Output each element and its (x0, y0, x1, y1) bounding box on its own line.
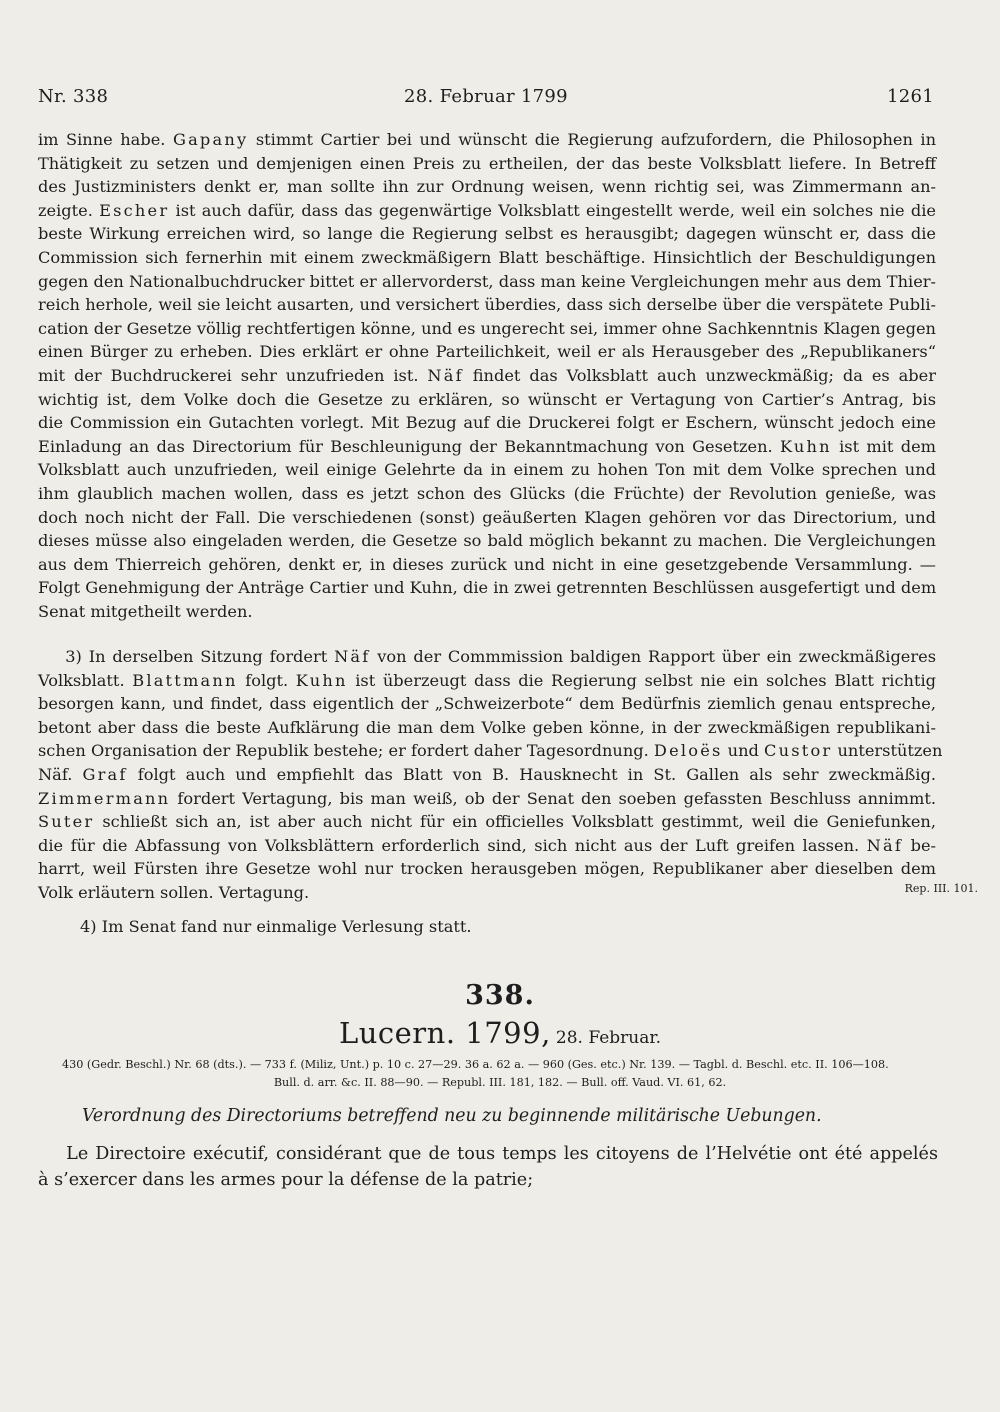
text-line (38, 364, 936, 388)
speaker-name: Näf (334, 647, 371, 666)
text-segment: Volksblatt. (38, 670, 133, 690)
text-segment: ist mit dem (831, 436, 936, 456)
speaker-name: Zimmermann (38, 788, 171, 808)
text-line (38, 506, 936, 530)
text-segment: fordert Vertagung, bis man weiß, ob der Senat den soeben gefassten Beschluss annimmt. (170, 788, 936, 808)
text-line (38, 199, 936, 223)
text-segment: ist überzeugt dass die Regierung selbst nie ein solches Blatt richtig (347, 670, 937, 690)
reference-note: Rep. III. 101. (904, 882, 978, 895)
footnote-4: 4) Im Senat fand nur einmalige Verlesung statt. (80, 917, 472, 936)
speaker-name: Deloës (653, 741, 723, 761)
speaker-name: Blattmann (132, 670, 238, 690)
speaker-name: Custor (764, 741, 833, 761)
date: 28. Februar. (555, 1028, 662, 1048)
text-line (38, 152, 936, 176)
text-segment: ist auch dafür, dass das gegenwärtige Volksblatt eingestellt werde, weil ein solches nie die (169, 200, 936, 220)
text-segment: Einladung an das Directorium für Beschleunigung der Bekanntmachung von Gesetzen. (38, 436, 780, 456)
text-line (38, 246, 936, 270)
text-line (38, 857, 936, 881)
text-segment: Commission sich fernerhin mit einem zweckmäßigern Blatt beschäftige. Hinsichtlich der Beschuldigungen (38, 247, 936, 267)
text-segment: im Sinne habe. (38, 130, 173, 149)
text-segment: schen Organisation der Republik bestehe; er fordert daher Tagesordnung. (38, 741, 654, 761)
text-line (38, 317, 936, 341)
text-line (38, 787, 936, 811)
text-line (38, 881, 936, 905)
text-line (38, 529, 936, 553)
text-segment: stimmt Cartier bei und wünscht die Regierung aufzufordern, die Philosophen in (248, 130, 936, 149)
date-header: 28. Februar 1799 (404, 86, 568, 107)
speaker-name: Kuhn (779, 436, 832, 456)
text-segment: zeigte. (38, 200, 100, 220)
text-segment: besorgen kann, und findet, dass eigentlich der „Schweizerbote“ dem Bedürfnis ziemlich genau entspreche, (38, 694, 936, 714)
paragraph-continuation (38, 128, 936, 623)
speaker-name: Escher (99, 200, 170, 220)
text-segment: reich herhole, weil sie leicht ausarten, und versichert überdies, dass sich derselbe über die verspätete Publi- (38, 295, 936, 315)
text-segment: einen Bürger zu erheben. Dies erklärt er ohne Parteilichkeit, weil er als Herausgeber des „Republikaners“ (38, 342, 936, 362)
document-subtitle: Verordnung des Directoriums betreffend neu zu beginnende militärische Uebungen. (82, 1106, 822, 1126)
text-segment: findet das Volksblatt auch unzweckmäßig; da es aber (463, 365, 936, 385)
source-line-2: Bull. d. arr. &c. II. 88—90. — Republ. III. 181, 182. — Bull. off. Vaud. VI. 61, 62. (273, 1075, 727, 1089)
text-line (38, 645, 936, 669)
text-line (38, 128, 936, 152)
text-segment: dieses müsse also eingeladen werden, die Gesetze so bald möglich bekannt zu machen. Die Vergleichungen (38, 531, 936, 551)
speaker-name: Kuhn (295, 670, 348, 690)
text-line (38, 482, 936, 506)
text-segment: Näf. (38, 764, 83, 784)
text-line (38, 458, 936, 482)
text-segment: mit der Buchdruckerei sehr unzufrieden ist. (38, 365, 428, 385)
text-line (38, 669, 936, 693)
text-line (38, 1141, 938, 1167)
text-line (38, 600, 936, 624)
text-segment: beste Wirkung erreichen wird, so lange die Regierung selbst es herausgibt; dagegen wünscht er, dass die (38, 224, 936, 244)
text-line (38, 739, 943, 763)
text-segment: aus dem Thierreich gehören, denkt er, in dieses zurück und nicht in eine gesetzgebende Versammlung. — (38, 554, 936, 574)
place-year: Lucern. 1799, (338, 1016, 551, 1050)
document-number-heading: 338. (465, 980, 535, 1011)
text-segment: ihm glaublich machen wollen, dass es jetzt schon des Glücks (die Früchte) der Revolution genieße, was (38, 483, 936, 503)
speaker-name: Gapany (172, 130, 249, 149)
text-segment: betont aber dass die beste Aufklärung die man dem Volke geben könne, in der zweckmäßigen republikani- (38, 717, 936, 737)
text-segment: Volk erläutern sollen. Vertagung. (38, 882, 310, 902)
text-segment: be- (903, 835, 937, 855)
text-line (38, 1167, 938, 1193)
text-segment: die für die Abfassung von Volksblättern erforderlich sind, sich nicht aus der Luft greifen lassen. (38, 835, 867, 855)
text-segment: von der Commmission baldigen Rapport über ein zweckmäßigeres (370, 647, 937, 666)
text-line (38, 834, 936, 858)
speaker-name: Graf (82, 764, 128, 784)
text-segment: Volksblatt auch unzufrieden, weil einige Gelehrte da in einem zu hohen Ton mit dem Volke sprechen und (38, 460, 936, 480)
text-line (38, 692, 936, 716)
document-number-header: Nr. 338 (38, 86, 109, 107)
text-segment: 3) In derselben Sitzung fordert (38, 647, 335, 666)
text-segment: cation der Gesetze völlig rechtfertigen könne, und es ungerecht sei, immer ohne Sachkenntnis Klagen gegen (38, 318, 936, 338)
text-line (38, 810, 936, 834)
french-text (38, 1141, 938, 1193)
text-segment: Folgt Genehmigung der Anträge Cartier und Kuhn, die in zwei getrennten Beschlüssen ausgefertigt und dem (38, 578, 937, 598)
text-line (38, 716, 936, 740)
text-line (38, 763, 936, 787)
text-segment: à s’exercer dans les armes pour la défense de la patrie; (38, 1170, 534, 1190)
text-segment: die Commission ein Gutachten vorlegt. Mit Bezug auf die Druckerei folgt er Eschern, wünscht jedoch eine (38, 413, 936, 433)
text-segment: des Justizministers denkt er, man sollte ihn zur Ordnung weisen, wenn richtig sei, was Zimmermann an- (38, 177, 936, 197)
text-line (38, 435, 936, 459)
place-date-heading (0, 1016, 1000, 1050)
text-segment: harrt, weil Fürsten ihre Gesetze wohl nur trocken herausgeben mögen, Republikaner aber dieselben dem (38, 859, 936, 879)
text-line (38, 175, 936, 199)
text-segment: Senat mitgetheilt werden. (38, 601, 253, 621)
text-segment: unterstützen (832, 741, 943, 761)
text-line (38, 553, 936, 577)
source-references (62, 1056, 938, 1091)
text-line (38, 222, 936, 246)
speaker-name: Näf (427, 365, 464, 385)
text-line (38, 411, 936, 435)
speaker-name: Näf (866, 835, 904, 855)
source-line-1: 430 (Gedr. Beschl.) Nr. 68 (dts.). — 733 f. (Miliz, Unt.) p. 10 c. 27—29. 36 a. 62 a. — 960 (Ges. etc.) Nr. 139. — Tagbl. d. Beschl. etc. II. 106—108. (62, 1058, 889, 1071)
text-line (38, 293, 936, 317)
text-segment: Thätigkeit zu setzen und demjenigen einen Preis zu ertheilen, der das beste Volksblatt liefere. In Betreff (38, 153, 936, 173)
text-segment: Le Directoire exécutif, considérant que de tous temps les citoyens de l’Helvétie ont été appelés (38, 1144, 938, 1164)
text-segment: folgt auch und empfiehlt das Blatt von B. Hausknecht in St. Gallen als sehr zweckmäßig. (127, 764, 936, 784)
text-segment: folgt. (237, 670, 296, 690)
text-line (38, 340, 936, 364)
speaker-name: Suter (38, 812, 95, 832)
text-segment: wichtig ist, dem Volke doch die Gesetze zu erklären, so wünscht er Vertagung von Cartier’s Antrag, bis (38, 389, 936, 409)
page-header (38, 86, 934, 116)
text-line (38, 388, 936, 412)
text-segment: schließt sich an, ist aber auch nicht für ein officielles Volksblatt gestimmt, weil die Geniefunken, (94, 812, 936, 832)
text-line (38, 270, 936, 294)
page-number: 1261 (886, 86, 934, 107)
text-segment: doch noch nicht der Fall. Die verschiedenen (sonst) geäußerten Klagen gehören vor das Directorium, und (38, 507, 936, 527)
text-segment: gegen den Nationalbuchdrucker bittet er allervorderst, dass man keine Vergleichungen mehr aus dem Thier- (38, 271, 936, 291)
text-segment: und (722, 741, 765, 761)
text-line (38, 576, 936, 600)
